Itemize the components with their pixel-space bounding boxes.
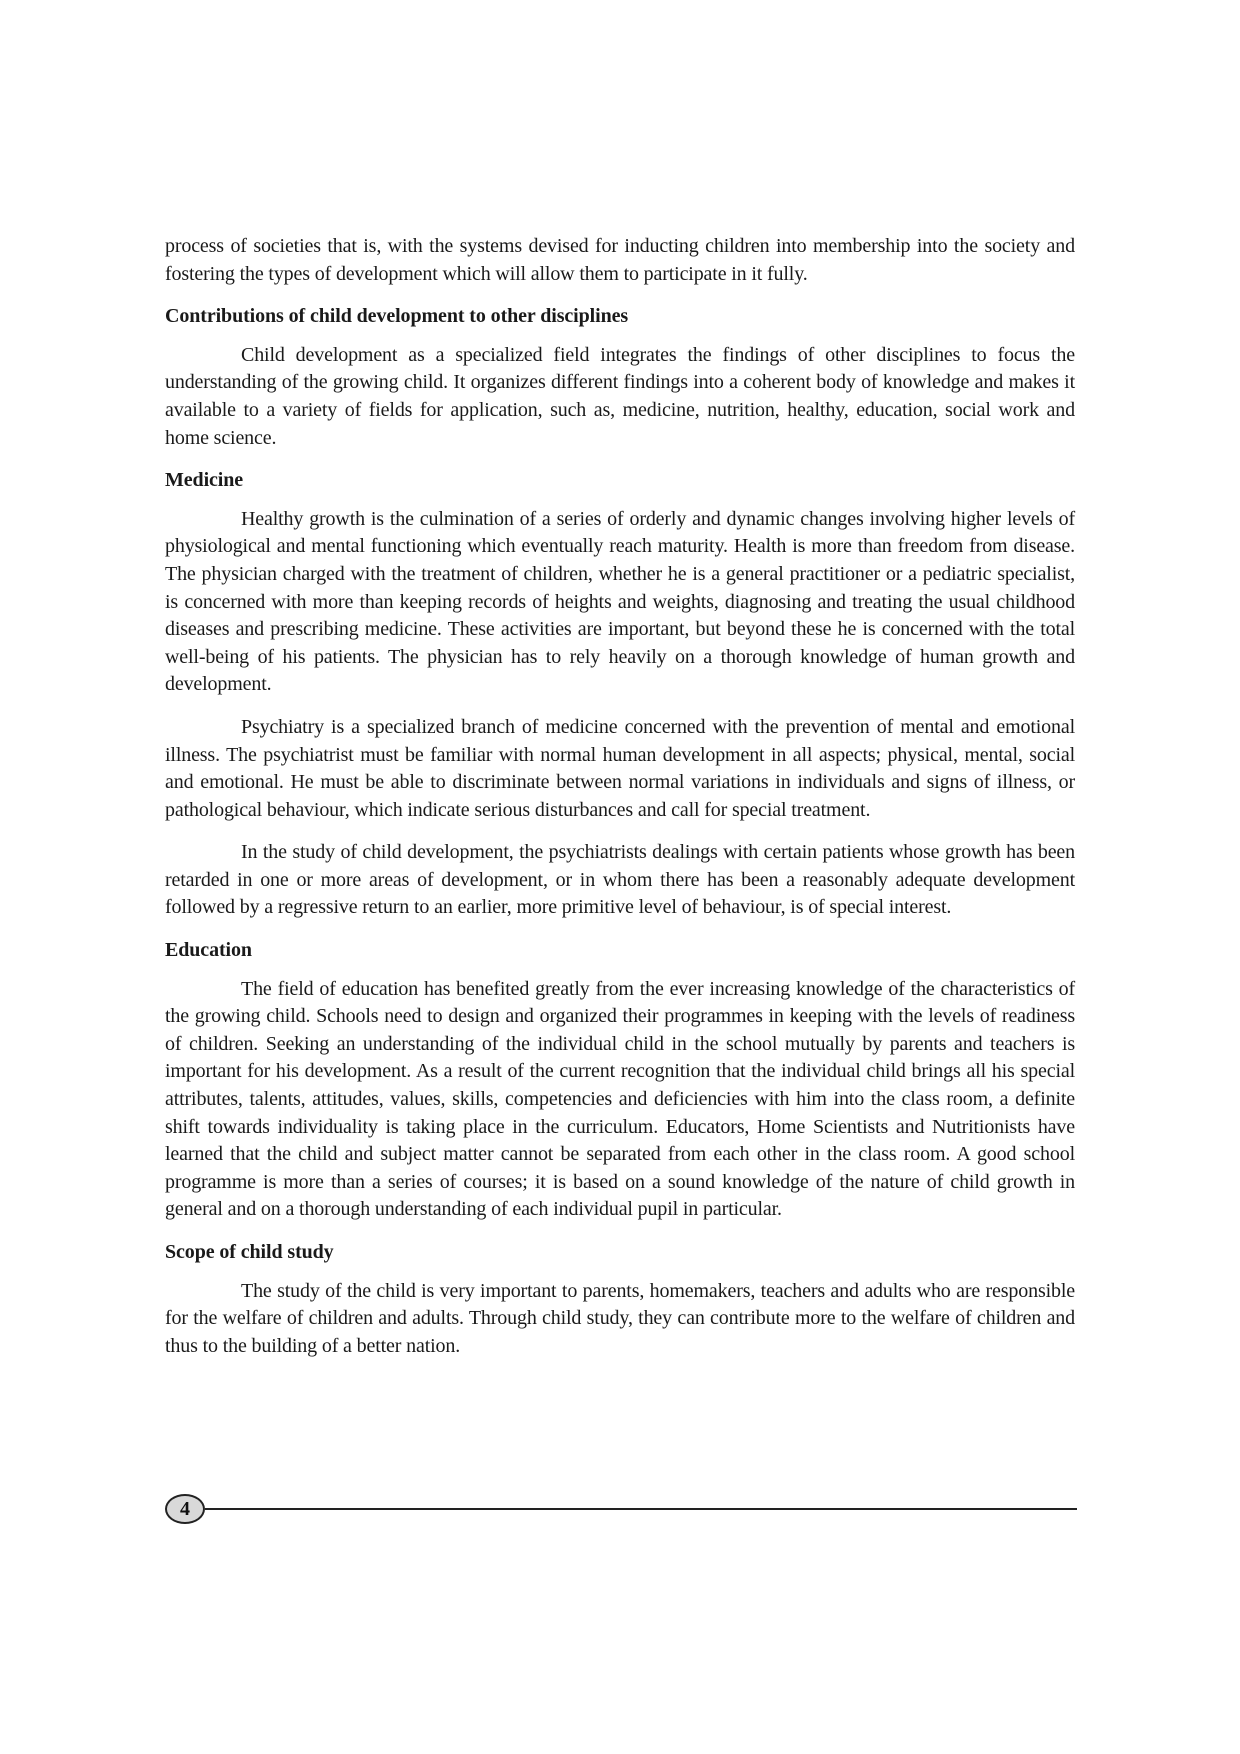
heading-education: Education [165,939,252,962]
heading-scope: Scope of child study [165,1241,334,1263]
medicine-paragraph-2: Psychiatry is a specialized branch of medicine concerned with the prevention of mental and emotional illness. The psychiatrist must be familiar with normal human development in all aspects; physical, mental, social and emotional. He must be able to discriminate between normal variations in individuals and signs of illness, or pathological behaviour, which indicate serious disturbances and call for special treatment. [165,715,1075,821]
page-footer [165,1494,1077,1528]
page-number: 4 [180,1497,190,1520]
contributions-paragraph: Child development as a specialized field integrates the findings of other disciplines to focus the understanding of the growing child. It organizes different findings into a coherent body of knowledge and makes it available to a variety of fields for application, such as, medicine, nutrition, healthy, education, social work and home science. [165,343,1075,449]
medicine-paragraph-1: Healthy growth is the culmination of a series of orderly and dynamic changes involving higher levels of physiological and mental functioning which eventually reach maturity. Health is more than freedom from disease. The physician charged with the treatment of children, whether he is a general practitioner or a pediatric specialist, is concerned with more than keeping records of heights and weights, diagnosing and treating the usual childhood diseases and prescribing medicine. These activities are important, but beyond these he is concerned with the total well-being of his patients. The physician has to rely heavily on a thorough knowledge of human growth and development. [165,507,1075,696]
intro-paragraph: process of societies that is, with the systems devised for inducting children into membership into the society and fostering the types of development which will allow them to participate in it fully. [165,235,1075,285]
medicine-paragraph-3: In the study of child development, the psychiatrists dealings with certain patients whose growth has been retarded in one or more areas of development, or in whom there has been a reasonably adequate development followed by a regressive return to an earlier, more primitive level of behaviour, is of special interest. [165,841,1075,919]
scope-paragraph: The study of the child is very important to parents, homemakers, teachers and adults who are responsible for the welfare of children and adults. Through child study, they can contribute more to the welfare of children and thus to the building of a better nation. [165,1279,1075,1357]
page-number-badge [165,1494,205,1524]
education-paragraph: The field of education has benefited greatly from the ever increasing knowledge of the characteristics of the growing child. Schools need to design and organized their programmes in keeping with the levels of readiness of children. Seeking an understanding of the individual child in the school mutually by parents and teachers is important for his development. As a result of the current recognition that the individual child brings all his special attributes, talents, attitudes, values, skills, competencies and deficiencies with him into the class room, a definite shift towards individuality is taking place in the curriculum. Educators, Home Scientists and Nutritionists have learned that the child and subject matter cannot be separated from each other in the class room. A good school programme is more than a series of courses; it is based on a sound knowledge of the nature of child growth in general and on a thorough understanding of each individual pupil in particular. [165,977,1075,1221]
heading-contributions: Contributions of child development to other disciplines [165,305,629,328]
footer-divider [205,1508,1077,1510]
page-content [165,233,1075,1375]
heading-medicine: Medicine [165,469,244,492]
